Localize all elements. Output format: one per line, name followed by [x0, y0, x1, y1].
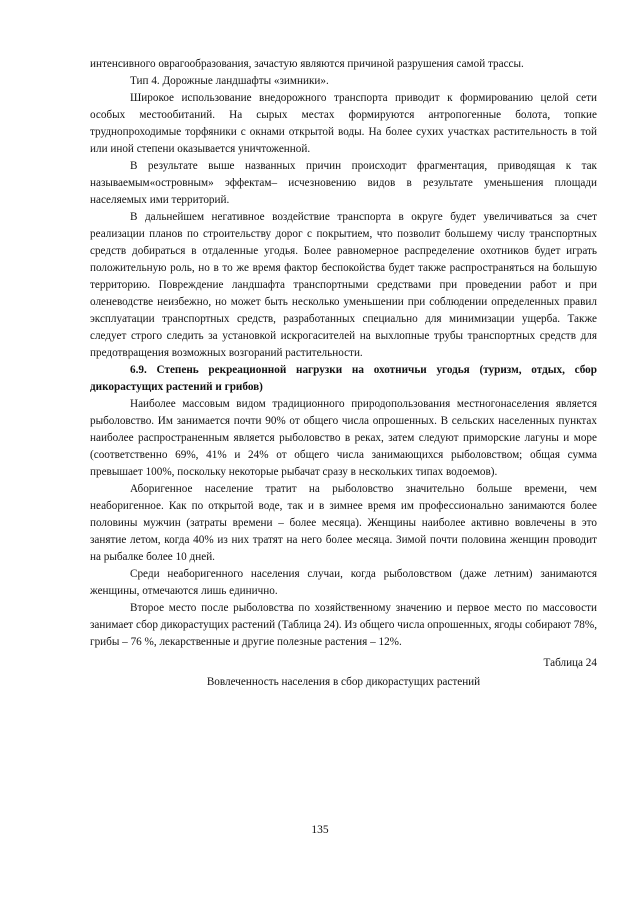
paragraph-fishing: Наиболее массовым видом традиционного природопользования местногонаселения является рыболовство. Им занимается почти 90% от общего числа опрошенных. В сельских населенных пунктах наиболее распространенным является рыболовство в реках, затем следуют приморские лагуны и море (соответственно 69%, 41% и 24% от общего числа занимающихся рыболовством; общая сумма превышает 100%, поскольку некоторые рыбачат сразу в нескольких типах водоемов). [90, 398, 597, 478]
paragraph-fragmentation: В результате выше названных причин происходит фрагментация, приводящая к так называемым«островным» эффектам– исчезновению видов в результате уменьшения площади населяемых ими территорий. [90, 160, 597, 206]
paragraph-offroad-transport: Широкое использование внедорожного транспорта приводит к формированию целой сети особых местообитаний. На сырых местах формируются антропогенные болота, топкие труднопроходимые торфяники с окнами открытой воды. На более сухих участках растительность в той или иной степени оказывается уничтоженной. [90, 92, 597, 155]
paragraph-transport-impact: В дальнейшем негативное воздействие транспорта в округе будет увеличиваться за счет реализации планов по строительству дорог с покрытием, что позволит большему числу транспортных средств добираться в отдаленные угодья. Более равномерное распределение охотников будет играть положительную роль, но в то же время фактор беспокойства будет также распространяться на большую территорию. Повреждение ландшафта транспортными средствами при проведении работ и при оленеводстве неизбежно, но может быть несколько уменьшении при соблюдении определенных правил эксплуатации транспортных средств, разработанных специально для минимизации ущерба. Также следует строго следить за установкой искрогасителей на выхлопные трубы транспортных средств для предотвращения возможных возгораний растительности. [90, 211, 597, 359]
paragraph-aboriginal-fishing: Аборигенное население тратит на рыболовство значительно больше времени, чем неаборигенное. Как по открытой воде, так и в зимнее время им профессионально занимаются более половины мужчин (затраты времени – более месяца). Женщины наиболее активно вовлечены в это занятие летом, когда 40% из них тратят на него более месяца. Зимой почти половина женщин проводит на рыбалке более 10 дней. [90, 483, 597, 563]
table-caption: Вовлеченность населения в сбор дикорастущих растений [206, 676, 481, 688]
paragraph-continuation: интенсивного оврагообразования, зачастую являются причиной разрушения самой трассы. [90, 58, 524, 70]
paragraph-non-aboriginal: Среди неаборигенного населения случаи, когда рыболовством (даже летним) занимаются женщины, отмечаются лишь единично. [90, 568, 597, 597]
document-body [90, 56, 597, 691]
page-number: 135 [311, 824, 329, 836]
paragraph-gathering: Второе место после рыболовства по хозяйственному значению и первое место по массовости занимает сбор дикорастущих растений (Таблица 24). Из общего числа опрошенных, ягоды собирают 78%, грибы – 76 %, лекарственные и другие полезные растения – 12%. [90, 602, 597, 648]
paragraph-type-4: Тип 4. Дорожные ландшафты «зимники». [130, 75, 329, 87]
section-heading: 6.9. Степень рекреационной нагрузки на охотничьи угодья (туризм, отдых, сбор дикорастущих растений и грибов) [90, 364, 597, 393]
table-label: Таблица 24 [543, 657, 597, 669]
